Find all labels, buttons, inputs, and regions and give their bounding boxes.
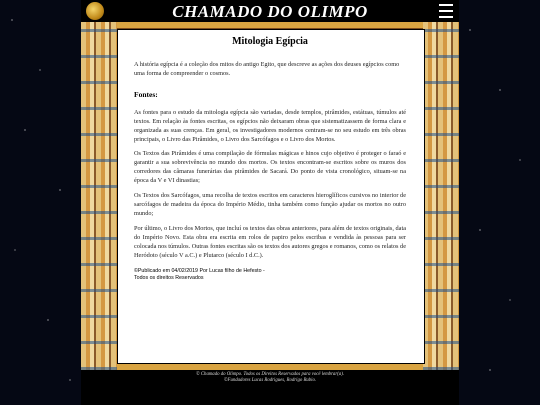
site-frame [81,0,459,405]
site-title: CHAMADO DO OLIMPO [172,2,368,21]
egyptian-border-left [81,22,117,370]
article-intro: A história egípcia é a coleção dos mitos do antigo Egito, que descreve as ações dos deuses egípcios como uma forma de compreender o cosmos. [134,61,400,77]
article-paragraph: Os Textos dos Sarcófagos, uma recolha de textos escritos em caracteres hieroglíficos cursivos no interior de sarcófagos de madeira da época do Império Médio, tinha também como função ajudar os mortos no outro mundo; [134,192,406,217]
credit-line: Todos os direitos Reservados [134,275,204,282]
site-footer [81,372,459,384]
publication-credit [134,268,406,282]
footer-copyright: © Chamado do Olimpo. Todos os Direitos Reservados para você lembrar(a). [196,372,344,377]
header-bar [81,0,459,22]
egyptian-border-right [423,22,459,370]
section-heading-sources: Fontes: [134,89,158,99]
article-paragraph: Por último, o Livro dos Mortos, que incluí os textos das obras anteriores, para além de textos originais, data do Império Novo. Esta obra era escrita em rolos de papiro pelos escribas e vendida às pessoas para ser colocada nos túmulos. Outras fontes escritas são os textos dos autores gregos e romanos, como os relatos de Heródoto (século V a.C.) e Plutarco (século I d.C.). [134,224,406,259]
article-title: Mitologia Egípcia [232,36,308,47]
article-paragraph: Os Textos das Pirâmides é uma compilação de fórmulas mágicas e hinos cujo objetivo é proteger o faraó e garantir a sua sobrevivência no mundo dos mortos. Os textos encontram-se escritos sobre os muros dos corredores das câmaras funerárias das pirâmides de Sacará. Do ponto de vista cronológico, situam-se na época da V e VI dinastias; [134,150,406,185]
article-panel [117,29,425,364]
hamburger-menu-icon[interactable] [439,4,453,18]
credit-line: ©Publicado em 04/02/2019 Por Lucas filho de Hefesto - [134,268,265,275]
article-paragraph: As fontes para o estudo da mitologia egípcia são variadas, desde templos, pirâmides, estátuas, túmulos até textos. Em relação às fontes escritas, os egípcios não deixaram obras que sistematizassem de forma clara e organizada as suas crenças. Em geral, os investigadores modernos centram-se no seu estudo em três obras principais, o Livro das Pirâmides, o Livro dos Sarcófagos e o Livro dos Mortos. [134,108,406,143]
footer-founders: ©Fundadores Lucas Rodrigues, Rodrigo Rubio. [223,378,317,383]
